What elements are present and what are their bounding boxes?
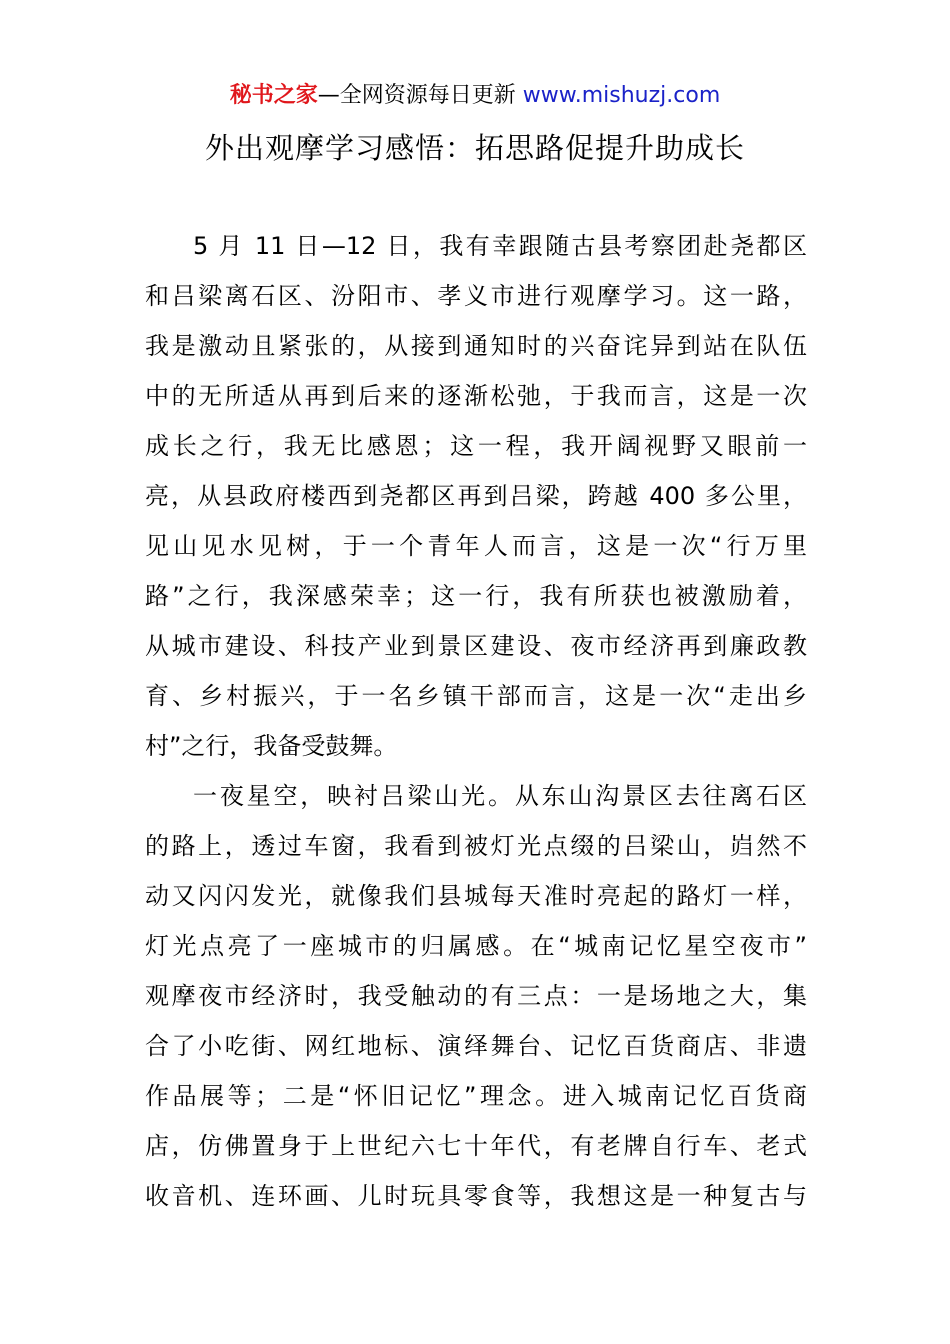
text-line: 一夜星空，映衬吕梁山光。从东山沟景区去往离石区 — [193, 782, 807, 810]
text-line: 合了小吃街、网红地标、演绎舞台、记忆百货商店、非遗 — [145, 1032, 807, 1060]
text-line: 店，仿佛置身于上世纪六七十年代，有老牌自行车、老式 — [145, 1132, 807, 1160]
text-line: 村”之行，我备受鼓舞。 — [145, 732, 398, 760]
text-line: 的路上，透过车窗，我看到被灯光点缀的吕梁山，岿然不 — [145, 832, 807, 860]
site-header — [0, 78, 950, 114]
text-line: 观摩夜市经济时，我受触动的有三点：一是场地之大，集 — [145, 982, 807, 1010]
text-line: 见山见水见树，于一个青年人而言，这是一次“行万里 — [145, 532, 807, 560]
text-line: 育、乡村振兴，于一名乡镇干部而言，这是一次“走出乡 — [145, 682, 807, 710]
text-line: 灯光点亮了一座城市的归属感。在“城南记忆星空夜市” — [145, 932, 807, 960]
document-title: 外出观摩学习感悟：拓思路促提升助成长 — [204, 131, 745, 165]
text-line: 亮，从县政府楼西到尧都区再到吕梁，跨越 400 多公里， — [145, 482, 807, 510]
text-line: 5 月 11 日—12 日，我有幸跟随古县考察团赴尧都区 — [193, 232, 807, 260]
site-brand: 秘书之家 — [229, 83, 318, 108]
text-line: 中的无所适从再到后来的逐渐松弛，于我而言，这是一次 — [145, 382, 807, 410]
text-line: 和吕梁离石区、汾阳市、孝义市进行观摩学习。这一路， — [145, 282, 807, 310]
document-body — [145, 221, 807, 1221]
text-line: 收音机、连环画、儿时玩具零食等，我想这是一种复古与 — [145, 1182, 807, 1210]
paragraph-2 — [145, 771, 807, 1221]
text-line: 作品展等；二是“怀旧记忆”理念。进入城南记忆百货商 — [145, 1082, 807, 1110]
text-line: 成长之行，我无比感恩；这一程，我开阔视野又眼前一 — [145, 432, 807, 460]
site-tagline: —全网资源每日更新 — [317, 83, 523, 108]
text-line: 我是激动且紧张的，从接到通知时的兴奋诧异到站在队伍 — [145, 332, 807, 360]
text-line: 路”之行，我深感荣幸；这一行，我有所获也被激励着， — [145, 582, 807, 610]
text-line: 从城市建设、科技产业到景区建设、夜市经济再到廉政教 — [145, 632, 807, 660]
text-line: 动又闪闪发光，就像我们县城每天准时亮起的路灯一样， — [145, 882, 807, 910]
paragraph-1 — [145, 221, 807, 771]
site-url-link[interactable]: www.mishuzj.com — [522, 83, 721, 108]
